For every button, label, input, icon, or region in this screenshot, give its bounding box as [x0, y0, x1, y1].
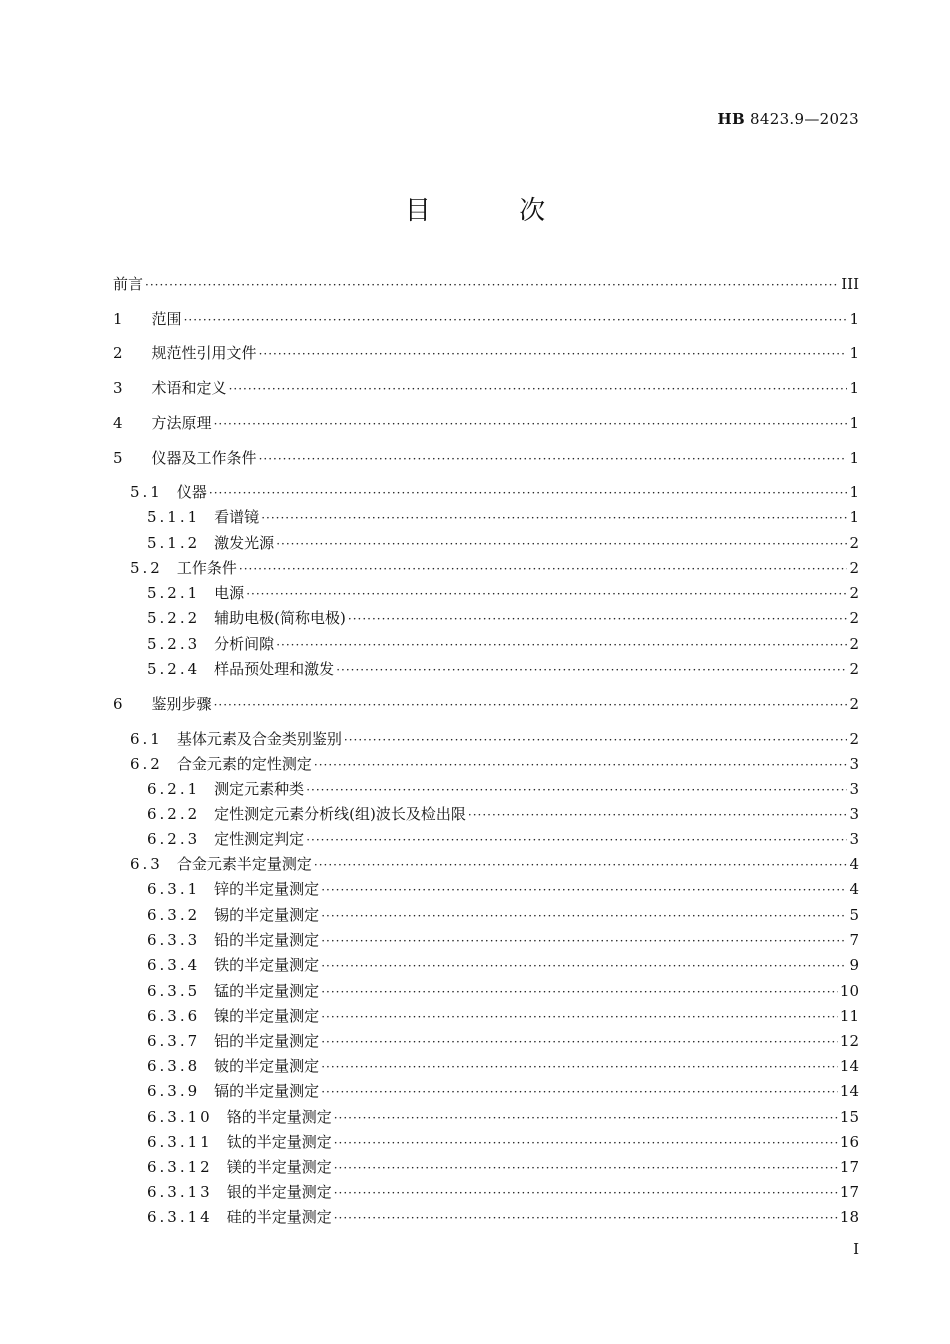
toc-entry-page: 2	[849, 660, 859, 678]
toc-entry-page: 1	[849, 414, 859, 432]
toc-entry-page: 4	[849, 855, 859, 873]
toc-entry-page: 17	[839, 1183, 859, 1201]
toc-entry[interactable]	[130, 482, 859, 502]
toc-leader-dots	[306, 830, 847, 850]
toc-leader-dots	[321, 1032, 838, 1052]
toc-entry[interactable]	[130, 729, 859, 749]
toc-entry-page: 2	[849, 609, 859, 627]
toc-leader-dots	[336, 660, 847, 680]
toc-entry-title: 镁的半定量测定	[226, 1158, 332, 1176]
toc-entry-page: 9	[849, 956, 859, 974]
toc-entry-title: 锌的半定量测定	[214, 880, 320, 898]
toc-entry-title: 铬的半定量测定	[226, 1108, 332, 1126]
toc-entry-title: 仪器	[176, 483, 207, 501]
footer-page-number: I	[853, 1240, 859, 1258]
toc-entry[interactable]	[147, 879, 859, 899]
toc-leader-dots	[321, 880, 847, 900]
toc-entry-title: 电源	[214, 584, 245, 602]
toc-leader-dots	[468, 805, 848, 825]
toc-entry-title: 铁的半定量测定	[214, 956, 320, 974]
toc-entry-number: 6.3.11	[147, 1133, 213, 1151]
toc-entry[interactable]	[147, 779, 859, 799]
toc-entry-number: 5.2.4	[147, 660, 201, 678]
toc-entry-title: 样品预处理和激发	[214, 660, 335, 678]
toc-entry-page: 3	[849, 805, 859, 823]
toc-entry[interactable]	[147, 1157, 859, 1177]
toc-entry-title: 镍的半定量测定	[214, 1007, 320, 1025]
toc-entry-page: 2	[849, 635, 859, 653]
toc-entry-title: 硅的半定量测定	[226, 1208, 332, 1226]
toc-entry-title: 铅的半定量测定	[214, 931, 320, 949]
toc-entry-number: 6.3.8	[147, 1057, 201, 1075]
toc-entry-page: 2	[849, 559, 859, 577]
toc-entry-page: 1	[849, 344, 859, 362]
toc-entry-page: 2	[849, 730, 859, 748]
toc-entry-title: 铍的半定量测定	[214, 1057, 320, 1075]
document-code-number: 8423.9—2023	[744, 110, 859, 128]
toc-entry-number: 6.3.7	[147, 1032, 201, 1050]
toc-leader-dots	[321, 1082, 838, 1102]
toc-entry[interactable]	[147, 659, 859, 679]
toc-entry-page: 11	[839, 1007, 859, 1025]
toc-entry-title: 方法原理	[151, 414, 212, 432]
toc-entry-page: 14	[839, 1082, 859, 1100]
toc-leader-dots	[334, 1208, 838, 1228]
toc-entry-title: 锡的半定量测定	[214, 906, 320, 924]
toc-leader-dots	[321, 956, 847, 976]
toc-leader-dots	[334, 1108, 838, 1128]
toc-entry[interactable]	[147, 583, 859, 603]
toc-entry-title: 仪器及工作条件	[151, 449, 257, 467]
toc-entry-title: 钛的半定量测定	[226, 1133, 332, 1151]
toc-entry-title: 辅助电极(简称电极)	[214, 609, 346, 627]
toc-leader-dots	[214, 414, 848, 434]
toc-leader-dots	[334, 1133, 838, 1153]
toc-entry[interactable]	[147, 955, 859, 975]
toc-entry-title: 合金元素的定性测定	[176, 755, 312, 773]
toc-entry-title: 看谱镜	[214, 508, 260, 526]
toc-leader-dots	[259, 449, 848, 469]
toc-entry[interactable]	[113, 274, 859, 294]
document-code-prefix: HB	[717, 110, 745, 128]
toc-entry[interactable]	[147, 804, 859, 824]
toc-entry-number: 1	[113, 310, 126, 328]
toc-entry[interactable]	[147, 829, 859, 849]
toc-leader-dots	[334, 1183, 838, 1203]
page-title: 目 次	[404, 196, 586, 226]
toc-entry-page: 5	[849, 906, 859, 924]
toc-entry-page: 3	[849, 755, 859, 773]
toc-entry-title: 范围	[151, 310, 182, 328]
toc-leader-dots	[229, 379, 848, 399]
toc-entry-number: 5.1	[130, 483, 163, 501]
toc-entry[interactable]	[147, 1182, 859, 1202]
toc-entry-page: 1	[849, 483, 859, 501]
toc-entry-page: 1	[849, 508, 859, 526]
toc-entry-title: 合金元素半定量测定	[176, 855, 312, 873]
toc-entry[interactable]	[147, 1132, 859, 1152]
toc-entry-number: 6.3.10	[147, 1108, 213, 1126]
toc-leader-dots	[184, 310, 848, 330]
toc-entry[interactable]	[147, 1207, 859, 1227]
toc-entry-number: 6.3.5	[147, 982, 201, 1000]
toc-leader-dots	[261, 508, 847, 528]
toc-entry-title: 铝的半定量测定	[214, 1032, 320, 1050]
toc-entry-title: 定性测定元素分析线(组)波长及检出限	[214, 805, 466, 823]
toc-leader-dots	[321, 1007, 838, 1027]
toc-entry[interactable]	[147, 1031, 859, 1051]
toc-entry-number: 6.3.12	[147, 1158, 213, 1176]
toc-leader-dots	[314, 755, 848, 775]
toc-entry-number: 5.1.1	[147, 508, 201, 526]
toc-entry-title: 鉴别步骤	[151, 695, 212, 713]
toc-entry-page: 2	[849, 534, 859, 552]
toc-entry[interactable]	[147, 930, 859, 950]
toc-entry[interactable]	[147, 507, 859, 527]
toc-entry-page: 2	[849, 695, 859, 713]
toc-entry[interactable]	[147, 981, 859, 1001]
toc-entry-title: 锰的半定量测定	[214, 982, 320, 1000]
toc-entry[interactable]	[130, 754, 859, 774]
toc-entry-title: 银的半定量测定	[226, 1183, 332, 1201]
toc-entry-title: 规范性引用文件	[151, 344, 257, 362]
toc-entry-page: 3	[849, 780, 859, 798]
toc-entry[interactable]	[130, 854, 859, 874]
toc-entry-number: 6.3.6	[147, 1007, 201, 1025]
toc-entry-number: 6.3.9	[147, 1082, 201, 1100]
toc-entry[interactable]	[113, 343, 859, 363]
toc-entry[interactable]	[113, 448, 859, 468]
toc-entry[interactable]	[147, 1056, 859, 1076]
toc-leader-dots	[334, 1158, 838, 1178]
toc-entry-number: 6.3.13	[147, 1183, 213, 1201]
toc-entry-title: 激发光源	[214, 534, 275, 552]
toc-entry-title: 镉的半定量测定	[214, 1082, 320, 1100]
toc-entry-number: 2	[113, 344, 126, 362]
toc-leader-dots	[246, 584, 847, 604]
toc-entry-page: 3	[849, 830, 859, 848]
toc-leader-dots	[321, 906, 847, 926]
toc-entry[interactable]	[147, 905, 859, 925]
toc-entry-number: 6.2.3	[147, 830, 201, 848]
toc-leader-dots	[321, 931, 847, 951]
toc-entry-number: 5.2.3	[147, 635, 201, 653]
toc-entry[interactable]	[147, 1081, 859, 1101]
toc-entry-page: 16	[839, 1133, 859, 1151]
toc-entry-title: 前言	[113, 275, 144, 293]
toc-entry-page: 2	[849, 584, 859, 602]
toc-entry-number: 6.3.2	[147, 906, 201, 924]
toc-entry-number: 6.2	[130, 755, 163, 773]
toc-entry-page: 15	[839, 1108, 859, 1126]
toc-entry-number: 5.1.2	[147, 534, 201, 552]
toc-entry[interactable]	[147, 608, 859, 628]
toc-entry-page: III	[841, 275, 859, 293]
toc-entry-title: 分析间隙	[214, 635, 275, 653]
toc-entry-page: 14	[839, 1057, 859, 1075]
toc-entry[interactable]	[113, 694, 859, 714]
toc-entry-number: 6.3	[130, 855, 163, 873]
toc-leader-dots	[348, 609, 848, 629]
toc-entry[interactable]	[147, 533, 859, 553]
toc-entry-title: 基体元素及合金类别鉴别	[176, 730, 342, 748]
toc-entry-number: 6.2.2	[147, 805, 201, 823]
toc-entry-page: 7	[849, 931, 859, 949]
toc-entry-page: 10	[839, 982, 859, 1000]
toc-leader-dots	[259, 344, 848, 364]
toc-entry-number: 5.2.2	[147, 609, 201, 627]
toc-leader-dots	[344, 730, 848, 750]
toc-leader-dots	[239, 559, 848, 579]
toc-entry-page: 18	[839, 1208, 859, 1226]
toc-entry-page: 1	[849, 310, 859, 328]
toc-entry-number: 6.1	[130, 730, 163, 748]
toc-entry-number: 3	[113, 379, 126, 397]
toc-leader-dots	[314, 855, 848, 875]
toc-entry-page: 1	[849, 449, 859, 467]
toc-leader-dots	[321, 982, 838, 1002]
toc-leader-dots	[276, 635, 847, 655]
toc-entry-title: 术语和定义	[151, 379, 227, 397]
toc-entry-number: 4	[113, 414, 126, 432]
toc-entry-page: 17	[839, 1158, 859, 1176]
toc-entry[interactable]	[113, 309, 859, 329]
toc-entry-number: 6	[113, 695, 126, 713]
toc-entry-number: 6.2.1	[147, 780, 201, 798]
toc-entry-number: 6.3.4	[147, 956, 201, 974]
toc-entry[interactable]	[147, 1006, 859, 1026]
toc-entry-title: 工作条件	[176, 559, 237, 577]
toc-entry[interactable]	[147, 634, 859, 654]
toc-leader-dots	[276, 534, 847, 554]
toc-entry[interactable]	[130, 558, 859, 578]
toc-entry-number: 5.2	[130, 559, 163, 577]
toc-entry-page: 12	[839, 1032, 859, 1050]
toc-entry-number: 6.3.14	[147, 1208, 213, 1226]
toc-entry[interactable]	[147, 1107, 859, 1127]
toc-entry-page: 1	[849, 379, 859, 397]
toc-entry-number: 6.3.1	[147, 880, 201, 898]
toc-entry-page: 4	[849, 880, 859, 898]
toc-leader-dots	[321, 1057, 838, 1077]
toc-leader-dots	[209, 483, 848, 503]
toc-leader-dots	[145, 275, 839, 295]
toc-entry-number: 6.3.3	[147, 931, 201, 949]
toc-entry[interactable]	[113, 413, 859, 433]
toc-entry-number: 5.2.1	[147, 584, 201, 602]
toc-entry-title: 定性测定判定	[214, 830, 305, 848]
toc-leader-dots	[306, 780, 847, 800]
toc-leader-dots	[214, 695, 848, 715]
toc-entry[interactable]	[113, 378, 859, 398]
toc-entry-title: 测定元素种类	[214, 780, 305, 798]
toc-entry-number: 5	[113, 449, 126, 467]
